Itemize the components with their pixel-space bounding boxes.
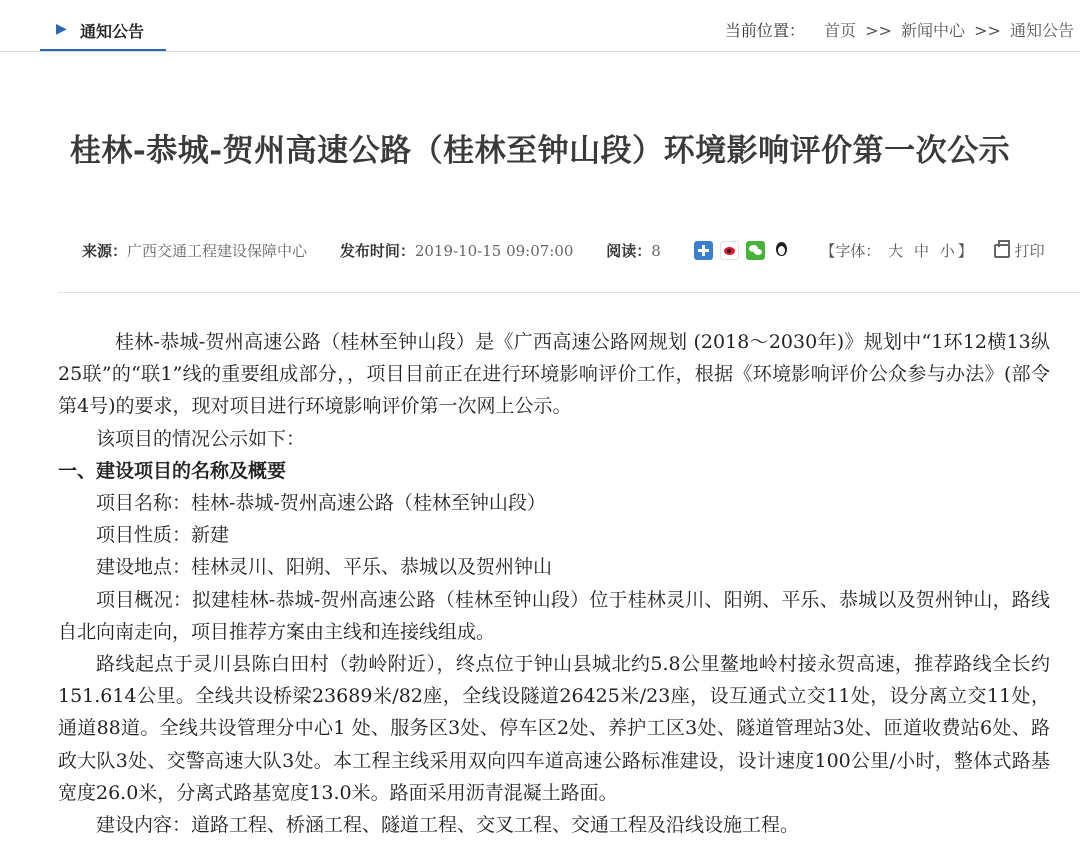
double-chevron-right-icon: ▶ [56,21,67,37]
breadcrumb-label: 当前位置： [724,21,805,40]
font-size-medium[interactable]: 中 [913,242,929,260]
project-location: 建设地点：桂林灵川、阳朔、平乐、恭城以及贺州钟山 [96,556,553,579]
article-body [58,326,1050,841]
article-title: 桂林-恭城-贺州高速公路（桂林至钟山段）环境影响评价第一次公示 [69,133,1011,169]
date-value: 2019-10-15 09:07:00 [414,241,574,260]
section-heading: 一、建设项目的名称及概要 [58,459,287,482]
breadcrumb-news-link[interactable]: 新闻中心 [900,21,965,40]
top-bar [0,0,1080,52]
intro-lead: 该项目的情况公示如下： [96,427,306,450]
project-overview: 项目概况：拟建桂林-恭城-贺州高速公路（桂林至钟山段）位于桂林灵川、阳朔、平乐、恭城以及贺州钟山，路线自北向南走向，项目推荐方案由主线和连接线组成。 [58,588,1050,643]
breadcrumb-home-link[interactable]: 首页 [823,21,856,40]
print-label: 打印 [1014,242,1045,260]
qq-icon[interactable] [772,241,791,260]
breadcrumb-separator: >> [974,21,1001,40]
wechat-icon[interactable] [746,241,765,260]
source-value: 广西交通工程建设保障中心 [127,242,308,260]
project-nature: 项目性质：新建 [96,524,230,547]
views-label: 阅读： [606,242,652,260]
font-size-large[interactable]: 大 [888,242,904,260]
font-size-switcher [820,240,972,261]
print-button[interactable] [994,240,1045,261]
printer-icon [994,244,1010,258]
article-meta [82,240,1045,264]
breadcrumb-notices-link[interactable]: 通知公告 [1009,21,1074,40]
share-icons [694,241,798,261]
date-label: 发布时间： [339,242,415,260]
font-size-small[interactable]: 小 [939,242,955,260]
intro-paragraph: 桂林-恭城-贺州高速公路（桂林至钟山段）是《广西高速公路网规划 (2018～2030年)》规划中“1环12横13纵25联”的“联1”线的重要组成部分，，项目目前正在进行环境影响评价工作，根据《环境影响评价公众参与办法》(部令第4号)的要求，现对项目进行环境影响评价第一次网上公示。 [58,331,1050,418]
breadcrumb [725,18,1074,41]
project-name: 项目名称：桂林-恭城-贺州高速公路（桂林至钟山段） [96,492,546,515]
section-tab[interactable] [40,10,166,52]
breadcrumb-separator: >> [865,21,892,40]
header-divider [0,51,1080,52]
plus-share-icon[interactable] [694,241,713,260]
route-description: 路线起点于灵川县陈白田村（勃岭附近），终点位于钟山县城北约5.8公里鳌地岭村接永贺高速，推荐路线全长约151.614公里。全线共设桥梁23689米/82座，全线设隧道26425米/23座，设互通式立交11处，设分离立交11处，通道88道。全线共设管理分中心1 处、服务区3处、停车区2处、养护工区3处、隧道管理站3处、匝道收费站6处、路政大队3处、交警高速大队3处。本工程主线采用双向四车道高速公路标准建设，设计速度100公里/小时，整体式路基宽度26.0米，分离式路基宽度13.0米。路面采用沥青混凝土路面。 [58,653,1050,804]
font-size-close: 】 [957,242,973,260]
section-title: 通知公告 [80,22,145,41]
source-label: 来源： [82,242,128,260]
font-size-label: 【字体： [820,242,881,260]
construction-content: 建设内容：道路工程、桥涵工程、隧道工程、交叉工程、交通工程及沿线设施工程。 [96,814,800,837]
views-value: 8 [651,241,661,260]
meta-divider [58,292,1080,293]
weibo-icon[interactable] [720,241,739,260]
